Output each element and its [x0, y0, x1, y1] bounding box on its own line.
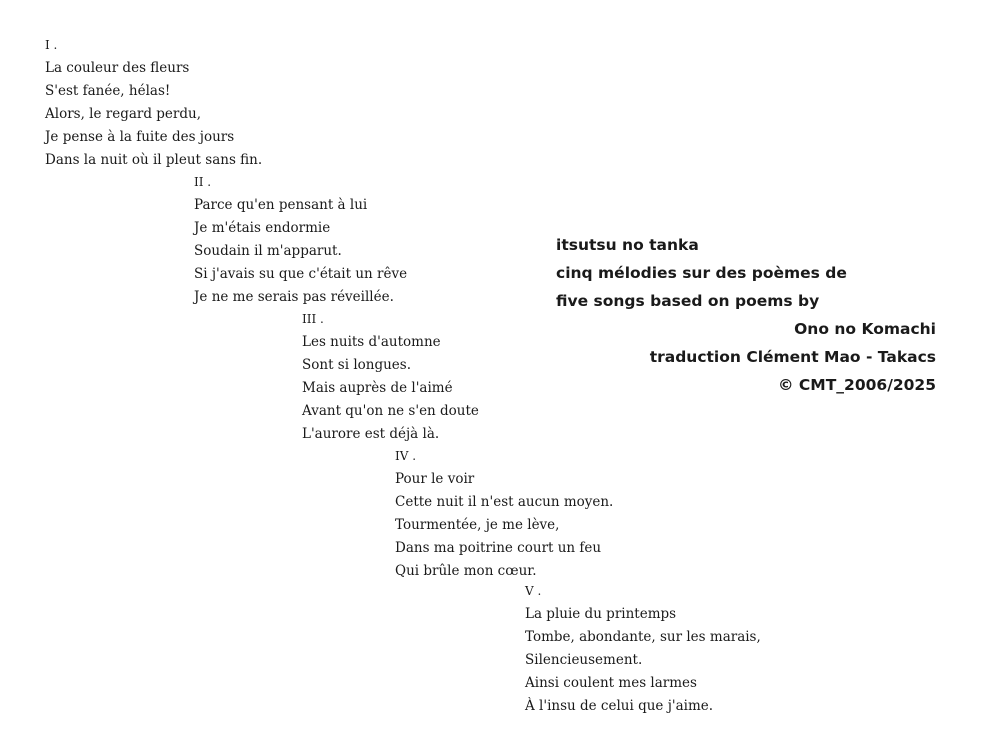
poem-line: Si j'avais su que c'était un rêve	[194, 266, 408, 282]
subtitle-french: cinq mélodies sur des poèmes de	[556, 264, 847, 282]
poem-line: Je ne me serais pas réveillée.	[194, 289, 394, 305]
poem-line: Parce qu'en pensant à lui	[194, 197, 368, 213]
poem-line: Tourmentée, je me lève,	[395, 517, 560, 533]
poem-line: Ainsi coulent mes larmes	[525, 675, 697, 691]
work-title: itsutsu no tanka	[556, 236, 699, 254]
poem-line: La pluie du printemps	[525, 606, 677, 622]
poem-number: III .	[302, 312, 324, 326]
translation-credit: traduction Clément Mao - Takacs	[649, 348, 936, 366]
poem-line: Les nuits d'automne	[302, 334, 441, 350]
poem-line: Silencieusement.	[525, 652, 643, 668]
poem-number: I .	[45, 38, 58, 52]
poem-line: Je m'étais endormie	[194, 220, 331, 236]
poem-2	[194, 171, 407, 309]
poem-line: À l'insu de celui que j'aime.	[525, 698, 714, 714]
subtitle-english: five songs based on poems by	[556, 292, 820, 310]
poem-line: L'aurore est déjà là.	[302, 426, 440, 442]
poem-line: Qui brûle mon cœur.	[395, 563, 537, 579]
poem-number: V .	[525, 584, 542, 598]
poem-line: Pour le voir	[395, 471, 475, 487]
poem-line: Dans ma poitrine court un feu	[395, 540, 602, 556]
poem-line: Tombe, abondante, sur les marais,	[525, 629, 761, 645]
poem-line: Alors, le regard perdu,	[45, 106, 201, 122]
poem-1	[45, 34, 262, 172]
poem-line: La couleur des fleurs	[45, 60, 190, 76]
poem-4	[395, 445, 613, 583]
poem-line: Soudain il m'apparut.	[194, 243, 342, 259]
poet-name: Ono no Komachi	[794, 320, 936, 338]
copyright: © CMT_2006/2025	[778, 376, 936, 394]
poem-line: Sont si longues.	[302, 357, 412, 373]
title-block	[556, 231, 936, 399]
poem-line: Avant qu'on ne s'en doute	[302, 403, 479, 419]
poem-line: Mais auprès de l'aimé	[302, 380, 453, 396]
poem-5	[525, 580, 761, 718]
poem-line: Cette nuit il n'est aucun moyen.	[395, 494, 614, 510]
poem-3	[302, 308, 479, 446]
poem-line: Je pense à la fuite des jours	[45, 129, 235, 145]
poem-line: S'est fanée, hélas!	[45, 83, 171, 99]
poem-number: II .	[194, 175, 212, 189]
poem-line: Dans la nuit où il pleut sans fin.	[45, 152, 263, 168]
poem-number: IV .	[395, 449, 417, 463]
